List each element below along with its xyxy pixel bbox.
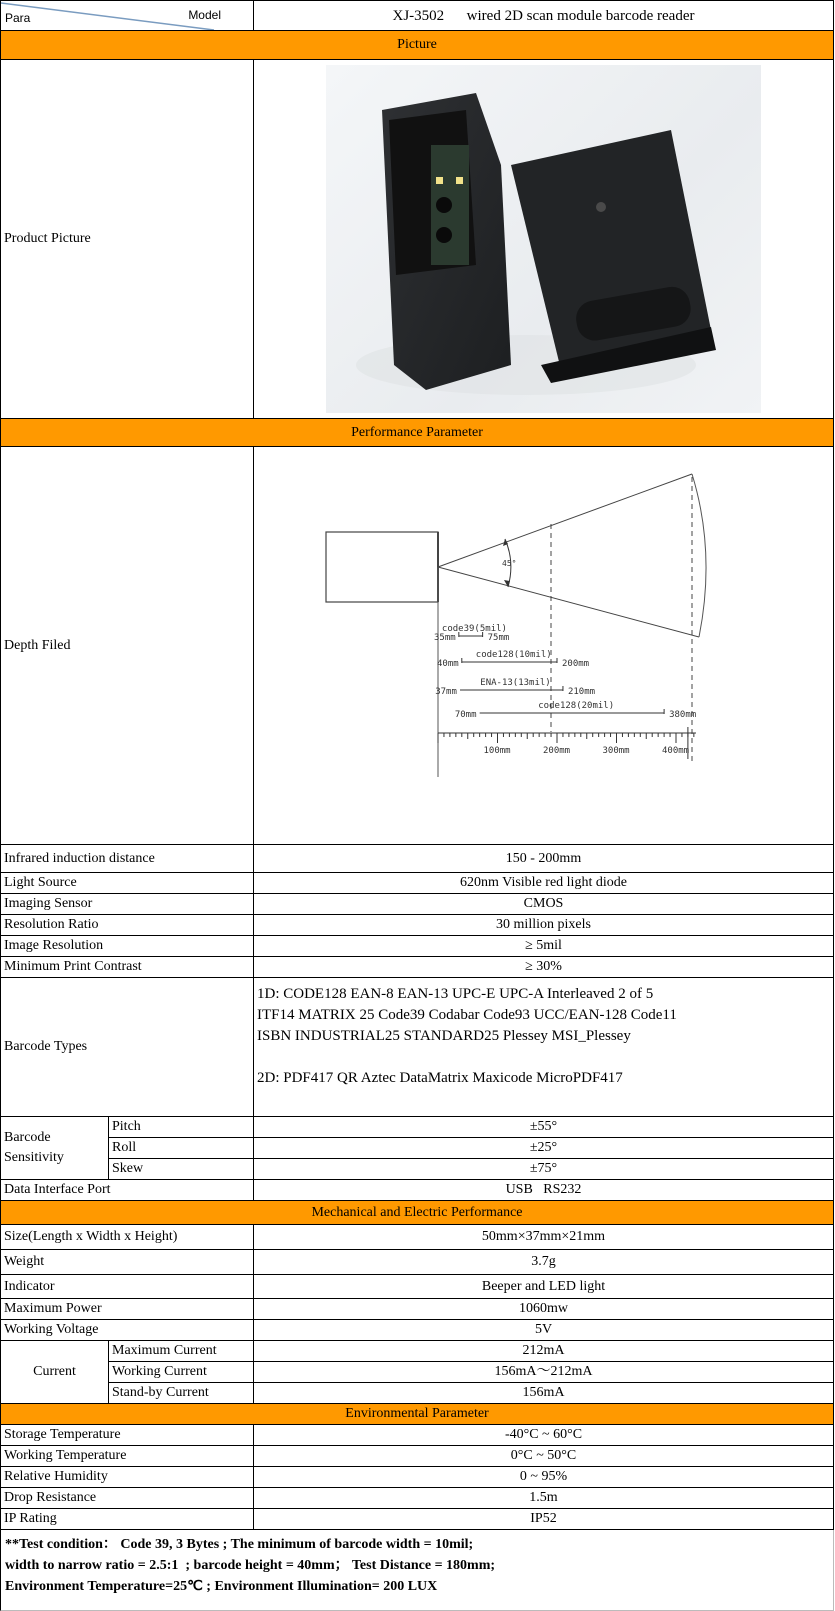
para-label: Para [5, 11, 31, 25]
range-min-label: 37mm [435, 687, 457, 697]
current-value: 156mA～212mA [254, 1362, 834, 1383]
depth-field-cell [254, 447, 834, 845]
spec-label: Minimum Print Contrast [1, 957, 254, 978]
fov-angle-label: 45° [502, 559, 517, 568]
spec-label: Size(Length x Width x Height) [1, 1225, 254, 1250]
axis-tick-label: 200mm [543, 746, 571, 756]
spec-value: 5V [254, 1320, 834, 1341]
depth-of-field-diagram [254, 447, 834, 839]
range-max-label: 210mm [567, 687, 596, 697]
axis-tick-label: 400mm [662, 746, 690, 756]
fov-upper-edge [438, 474, 692, 567]
range-name-label: ENA-13(13mil) [480, 678, 551, 688]
barcode-sensitivity-label: Barcode Sensitivity [1, 1117, 109, 1180]
barcode-types-1d-line: ISBN INDUSTRIAL25 STANDARD25 Plessey MSI_Plessey [257, 1028, 631, 1044]
spec-value: ≥ 30% [254, 957, 834, 978]
section-picture: Picture [1, 31, 834, 60]
spec-label: Maximum Power [1, 1299, 254, 1320]
current-value: 156mA [254, 1383, 834, 1404]
barcode-types-label: Barcode Types [1, 978, 254, 1117]
spec-label: Indicator [1, 1275, 254, 1299]
spec-value: -40°C ~ 60°C [254, 1425, 834, 1446]
range-min-label: 70mm [454, 710, 477, 720]
spec-value: 620nm Visible red light diode [254, 873, 834, 894]
spec-value: Beeper and LED light [254, 1275, 834, 1299]
spec-value: 1060mw [254, 1299, 834, 1320]
interface-value: USB RS232 [254, 1180, 834, 1201]
spec-value: 1.5m [254, 1488, 834, 1509]
test-condition-note [0, 1530, 834, 1611]
sensitivity-value: ±25° [254, 1138, 834, 1159]
spec-value: IP52 [254, 1509, 834, 1530]
range-name-label: code39(5mil) [441, 624, 507, 634]
sensitivity-sub-label: Roll [109, 1138, 254, 1159]
spec-label: IP Rating [1, 1509, 254, 1530]
product-photo [326, 65, 761, 413]
spec-value: 150 - 200mm [254, 845, 834, 873]
spec-value: ≥ 5mil [254, 936, 834, 957]
range-max-label: 380mm [669, 710, 697, 720]
current-value: 212mA [254, 1341, 834, 1362]
spec-label: Storage Temperature [1, 1425, 254, 1446]
spec-value: 30 million pixels [254, 915, 834, 936]
spec-value: CMOS [254, 894, 834, 915]
axis-tick-label: 300mm [602, 746, 630, 756]
current-label: Current [1, 1341, 109, 1404]
barcode-types-2d-line: 2D: PDF417 QR Aztec DataMatrix Maxicode MicroPDF417 [257, 1070, 623, 1086]
scanner-outline [326, 532, 438, 602]
barcode-types-value [254, 978, 834, 1117]
spec-value: 3.7g [254, 1250, 834, 1275]
note-line: Environment Temperature=25℃ ; Environment Illumination= 200 LUX [5, 1579, 438, 1594]
spec-label: Drop Resistance [1, 1488, 254, 1509]
current-sub-label: Stand-by Current [109, 1383, 254, 1404]
scanner-module-image [326, 65, 761, 413]
section-environmental: Environmental Parameter [1, 1404, 834, 1425]
spec-label: Image Resolution [1, 936, 254, 957]
barcode-types-1d-line: ITF14 MATRIX 25 Code39 Codabar Code93 UCC/EAN-128 Code11 [257, 1007, 677, 1023]
spec-label: Working Temperature [1, 1446, 254, 1467]
axis-tick-label: 100mm [483, 746, 511, 756]
model-label: Model [188, 8, 221, 22]
spec-value: 50mm×37mm×21mm [254, 1225, 834, 1250]
current-sub-label: Maximum Current [109, 1341, 254, 1362]
range-max-label: 200mm [562, 659, 590, 669]
range-min-label: 40mm [437, 659, 459, 669]
fov-arc [692, 474, 706, 637]
interface-label: Data Interface Port [1, 1180, 254, 1201]
sensitivity-value: ±55° [254, 1117, 834, 1138]
para-model-corner-cell [1, 1, 254, 31]
product-picture-cell [254, 60, 834, 419]
section-performance: Performance Parameter [1, 419, 834, 447]
note-line: width to narrow ratio = 2.5:1 ; barcode height = 40mm； Test Distance = 180mm; [5, 1558, 496, 1573]
spec-label: Infrared induction distance [1, 845, 254, 873]
spec-label: Working Voltage [1, 1320, 254, 1341]
spec-label: Resolution Ratio [1, 915, 254, 936]
sensitivity-sub-label: Pitch [109, 1117, 254, 1138]
spec-value: 0°C ~ 50°C [254, 1446, 834, 1467]
sensitivity-value: ±75° [254, 1159, 834, 1180]
spec-label: Imaging Sensor [1, 894, 254, 915]
range-name-label: code128(20mil) [538, 701, 615, 711]
model-value: XJ-3502 wired 2D scan module barcode reader [254, 1, 834, 31]
section-mechanical: Mechanical and Electric Performance [1, 1201, 834, 1225]
range-name-label: code128(10mil) [475, 650, 552, 660]
spec-label: Light Source [1, 873, 254, 894]
spec-value: 0 ~ 95% [254, 1467, 834, 1488]
barcode-types-1d-line: 1D: CODE128 EAN-8 EAN-13 UPC-E UPC-A Interleaved 2 of 5 [257, 986, 654, 1002]
spec-label: Relative Humidity [1, 1467, 254, 1488]
range-max-label: 75mm [487, 633, 510, 643]
range-min-label: 35mm [434, 633, 456, 643]
sensitivity-sub-label: Skew [109, 1159, 254, 1180]
depth-field-label: Depth Filed [1, 447, 254, 845]
note-line: **Test condition： Code 39, 3 Bytes ; The minimum of barcode width = 10mil; [5, 1537, 474, 1552]
spec-label: Weight [1, 1250, 254, 1275]
product-picture-label: Product Picture [1, 60, 254, 419]
current-sub-label: Working Current [109, 1362, 254, 1383]
